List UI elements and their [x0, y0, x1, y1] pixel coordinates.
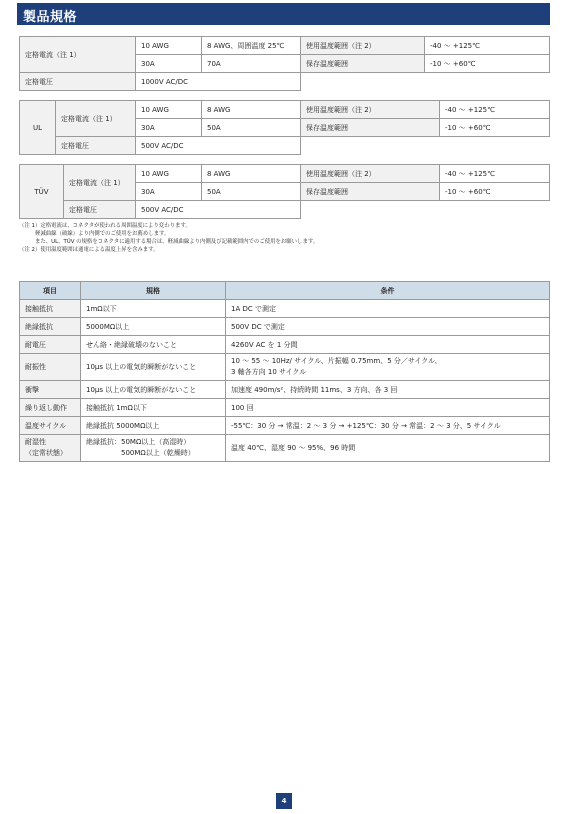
cell: 10 AWG: [136, 37, 202, 55]
spec-line-1: 絶縁抵抗：50MΩ以上（高湿時）: [86, 438, 191, 446]
row-condition: [226, 354, 550, 381]
table-row: [20, 417, 550, 435]
row-item: 耐電圧: [20, 336, 81, 354]
row-condition: 500V DC で測定: [226, 318, 550, 336]
rated-voltage-label: 定格電圧: [64, 201, 136, 219]
cell: 8 AWG、周囲温度 25℃: [202, 37, 301, 55]
condition-line-1: 10 ～ 55 ～ 10Hz/ サイクル、片振幅 0.75mm、5 分／サイクル、: [231, 357, 442, 365]
note-2: （注 2）使用温度範囲は通電による温度上昇を含みます。: [19, 247, 159, 253]
cell: -40 ～ +125℃: [440, 101, 550, 119]
row-item: 絶縁抵抗: [20, 318, 81, 336]
storage-temp-label: 保存温度範囲: [301, 119, 440, 137]
ul-label: UL: [20, 101, 56, 155]
cell: -10 ～ +60℃: [425, 55, 550, 73]
operating-temp-label: 使用温度範囲（注 2）: [301, 165, 440, 183]
row-condition: 加速度 490m/s²、持続時間 11ms、3 方向、各 3 回: [226, 381, 550, 399]
operating-temp-label: 使用温度範囲（注 2）: [301, 101, 440, 119]
row-item: 繰り返し動作: [20, 399, 81, 417]
cell: 8 AWG: [202, 101, 301, 119]
header-item: 項目: [20, 282, 81, 300]
table-row: [20, 399, 550, 417]
cell: 8 AWG: [202, 165, 301, 183]
general-spec-table: [19, 36, 550, 91]
rated-current-label: 定格電流（注 1）: [56, 101, 136, 137]
row-item: [20, 435, 81, 462]
spec-line-2: 500MΩ以上（乾燥時）: [121, 449, 195, 457]
ul-spec-table: [19, 100, 550, 155]
cell: 30A: [136, 119, 202, 137]
header-condition: 条件: [226, 282, 550, 300]
header-spec: 規格: [81, 282, 226, 300]
cell: 500V AC/DC: [136, 201, 301, 219]
row-item: 温度サイクル: [20, 417, 81, 435]
note-1: （注 1）定格電流は、コネクタが使われる周囲温度により変わります。: [19, 223, 191, 229]
item-line-2: （定常状態）: [25, 449, 67, 457]
row-spec: せん絡・絶縁破壊のないこと: [81, 336, 226, 354]
cell: 50A: [202, 183, 301, 201]
row-item: 衝撃: [20, 381, 81, 399]
row-condition: 4260V AC を 1 分間: [226, 336, 550, 354]
operating-temp-label: 使用温度範囲（注 2）: [301, 37, 425, 55]
table-row: [20, 435, 550, 462]
cell: 1000V AC/DC: [136, 73, 301, 91]
cell: 50A: [202, 119, 301, 137]
rated-current-label: 定格電流（注 1）: [64, 165, 136, 201]
cell: 10 AWG: [136, 165, 202, 183]
cell: -40 ～ +125℃: [425, 37, 550, 55]
note-1-line-2: 軽減曲線（破線）より内側でのご使用をお薦めします。: [35, 231, 170, 237]
row-condition: 100 回: [226, 399, 550, 417]
section-title: 製品規格: [23, 10, 78, 25]
row-condition: 1A DC で測定: [226, 300, 550, 318]
table-row: [20, 300, 550, 318]
section-header: [17, 3, 550, 25]
item-line-1: 耐湿性: [25, 438, 46, 446]
rated-voltage-label: 定格電圧: [56, 137, 136, 155]
performance-table: [19, 281, 550, 462]
row-spec: 10μs 以上の電気的瞬断がないこと: [81, 381, 226, 399]
table-row: [20, 318, 550, 336]
table-row: [20, 336, 550, 354]
row-spec: 絶縁抵抗 5000MΩ以上: [81, 417, 226, 435]
table-row: [20, 354, 550, 381]
row-item: 接触抵抗: [20, 300, 81, 318]
row-condition: 温度 40℃、湿度 90 ～ 95%、96 時間: [226, 435, 550, 462]
rated-voltage-label: 定格電圧: [20, 73, 136, 91]
cell: 70A: [202, 55, 301, 73]
cell: -40 ～ +125℃: [440, 165, 550, 183]
cell: 10 AWG: [136, 101, 202, 119]
cell: 30A: [136, 183, 202, 201]
row-spec: 5000MΩ以上: [81, 318, 226, 336]
notes: [19, 222, 318, 254]
cell: -10 ～ +60℃: [440, 183, 550, 201]
cell: 500V AC/DC: [136, 137, 301, 155]
rated-current-label: 定格電流（注 1）: [20, 37, 136, 73]
row-condition: -55℃：30 分 → 常温：2 ～ 3 分 → +125℃：30 分 → 常温：2 ～ 3 分、5 サイクル: [226, 417, 550, 435]
row-spec: [81, 435, 226, 462]
condition-line-2: 3 軸各方向 10 サイクル: [231, 368, 307, 376]
table-row: [20, 381, 550, 399]
page-number: 4: [276, 793, 292, 809]
cell: 30A: [136, 55, 202, 73]
note-1-line-3: また、UL、TÜV の規格をコネクタに適用する場合は、軽減曲線より内側及び記載範囲内でのご使用をお願いします。: [35, 239, 319, 245]
row-spec: 1mΩ以下: [81, 300, 226, 318]
row-spec: 10μs 以上の電気的瞬断がないこと: [81, 354, 226, 381]
row-spec: 接触抵抗 1mΩ以下: [81, 399, 226, 417]
tuv-spec-table: [19, 164, 550, 219]
storage-temp-label: 保存温度範囲: [301, 183, 440, 201]
storage-temp-label: 保存温度範囲: [301, 55, 425, 73]
cell: -10 ～ +60℃: [440, 119, 550, 137]
row-item: 耐振性: [20, 354, 81, 381]
tuv-label: TÜV: [20, 165, 64, 219]
